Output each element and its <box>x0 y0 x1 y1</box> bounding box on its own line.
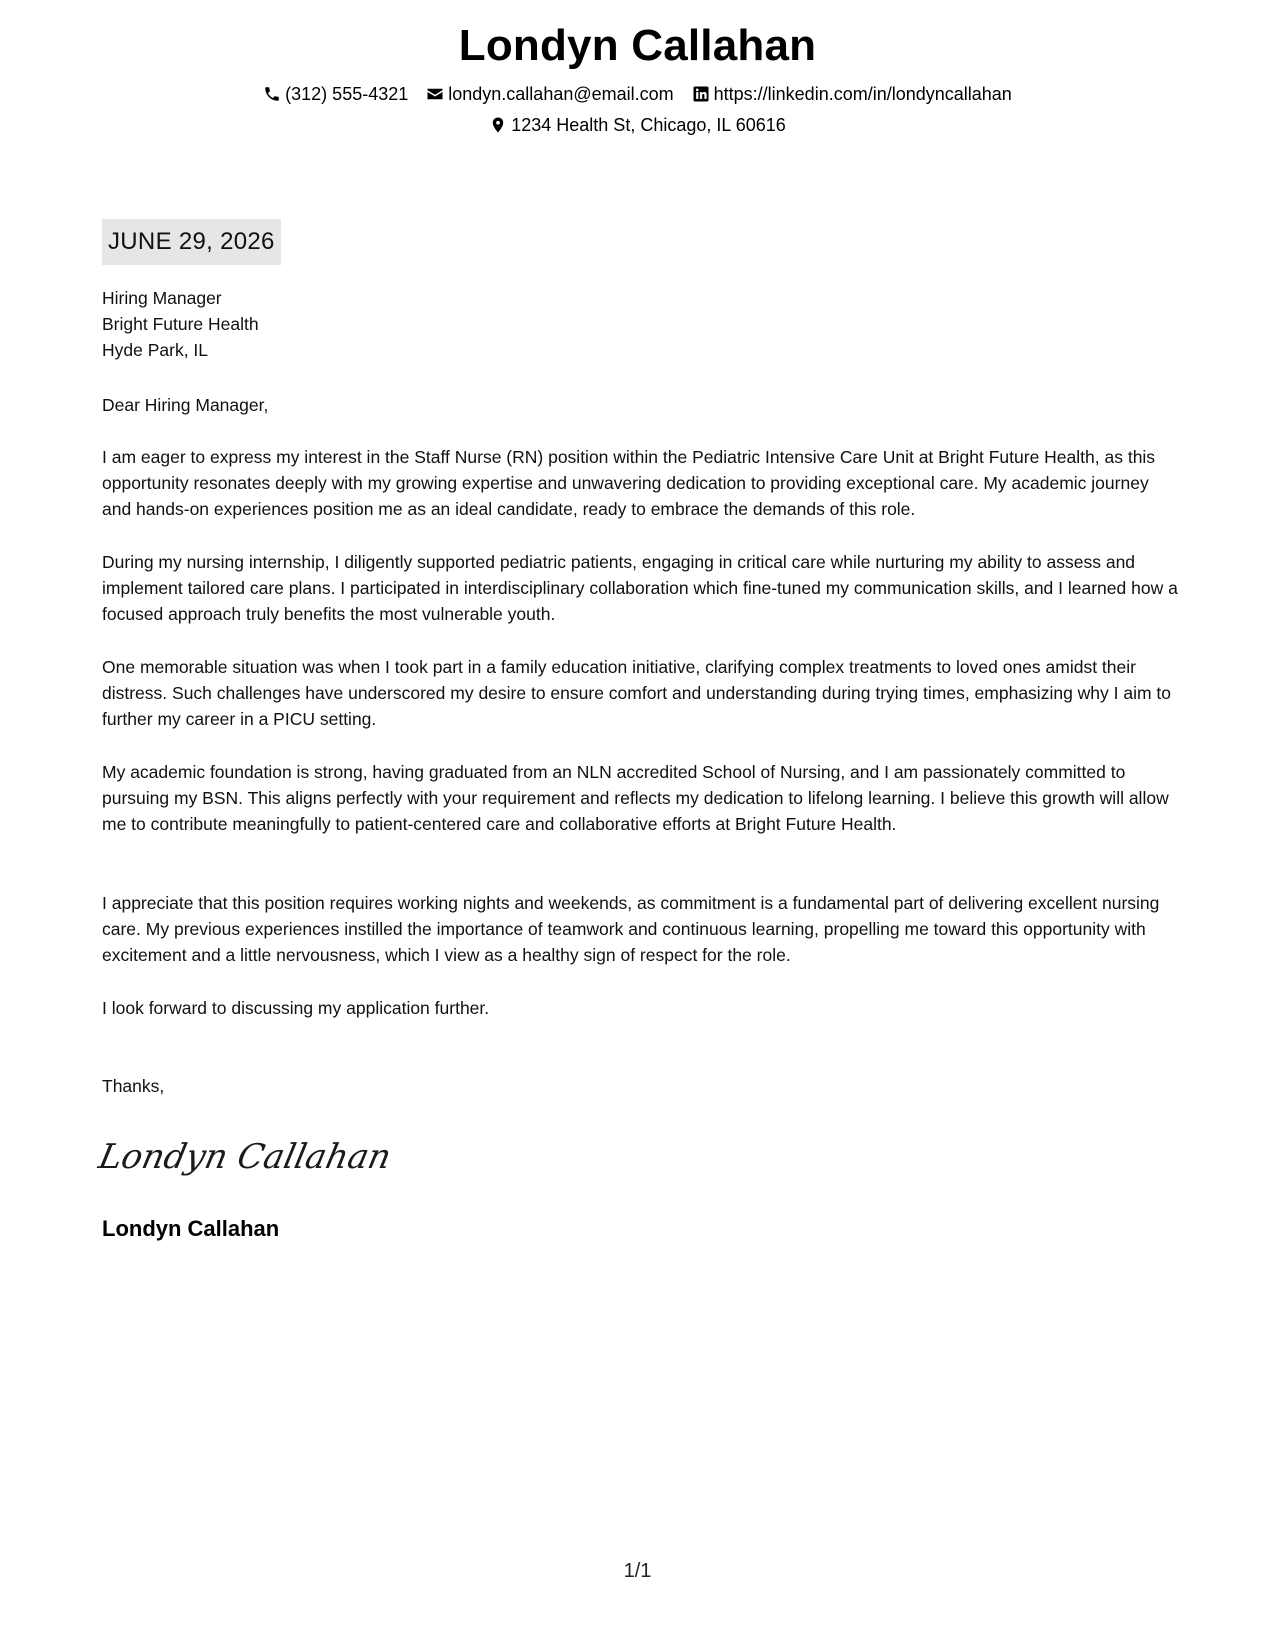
recipient-block <box>102 285 1182 363</box>
email-contact[interactable] <box>426 80 673 108</box>
handwritten-signature <box>95 1126 395 1186</box>
recipient-title: Hiring Manager <box>102 288 222 308</box>
phone-text: (312) 555-4321 <box>285 84 409 104</box>
linkedin-icon <box>692 85 710 103</box>
address-text: 1234 Health St, Chicago, IL 60616 <box>511 115 786 135</box>
linkedin-contact[interactable] <box>692 80 1012 108</box>
recipient-location: Hyde Park, IL <box>102 340 209 360</box>
salutation: Dear Hiring Manager, <box>102 395 269 415</box>
closing-line: Thanks, <box>102 1076 165 1096</box>
body-paragraph: I am eager to express my interest in the Staff Nurse (RN) position within the Pediatric Intensive Care Unit at Bright Future Health, as this opportunity resonates deeply with my growing expertise and unwavering dedication to providing exceptional care. My academic journey and hands-on experiences position me as an ideal candidate, ready to embrace the demands of this role. <box>102 447 1156 519</box>
applicant-name: Londyn Callahan <box>458 21 817 70</box>
phone-icon <box>263 85 281 103</box>
body-paragraph: During my nursing internship, I diligently supported pediatric patients, engaging in critical care while nurturing my ability to assess and implement tailored care plans. I participated in interdisciplinary collaboration which fine-tuned my communication skills, and I learned how a focused approach truly benefits the most vulnerable youth. <box>102 552 1178 624</box>
envelope-icon <box>426 85 444 103</box>
letter-date: JUNE 29, 2026 <box>102 219 281 265</box>
page-number: 1/1 <box>623 1560 652 1582</box>
body-paragraph: I appreciate that this position requires working nights and weekends, as commitment is a fundamental part of delivering excellent nursing care. My previous experiences instilled the importance of teamwork and continuous learning, propelling me toward this opportunity with excitement and a little nervousness, which I view as a healthy sign of respect for the role. <box>102 893 1160 965</box>
linkedin-text[interactable]: https://linkedin.com/in/londyncallahan <box>713 84 1012 104</box>
map-marker-icon <box>489 116 507 134</box>
address-contact <box>489 111 786 139</box>
signature-text: Londyn Callahan <box>95 1137 395 1177</box>
email-text[interactable]: londyn.callahan@email.com <box>448 84 674 104</box>
phone-contact <box>263 80 408 108</box>
contact-row-primary <box>0 80 1275 108</box>
body-paragraph: My academic foundation is strong, having graduated from an NLN accredited School of Nursing, and I am passionately committed to pursuing my BSN. This aligns perfectly with your requirement and reflects my dedication to lifelong learning. I believe this growth will allow me to contribute meaningfully to patient-centered care and collaborative efforts at Bright Future Health. <box>102 762 1169 834</box>
contact-row-secondary <box>0 111 1275 139</box>
signer-name: Londyn Callahan <box>102 1216 280 1241</box>
body-paragraph: I look forward to discussing my application further. <box>102 998 490 1018</box>
body-paragraph: One memorable situation was when I took part in a family education initiative, clarifying complex treatments to loved ones amidst their distress. Such challenges have underscored my desire to ensure comfort and understanding during trying times, emphasizing why I aim to further my career in a PICU setting. <box>102 657 1172 729</box>
letter-header <box>0 18 1275 139</box>
recipient-company: Bright Future Health <box>102 314 259 334</box>
